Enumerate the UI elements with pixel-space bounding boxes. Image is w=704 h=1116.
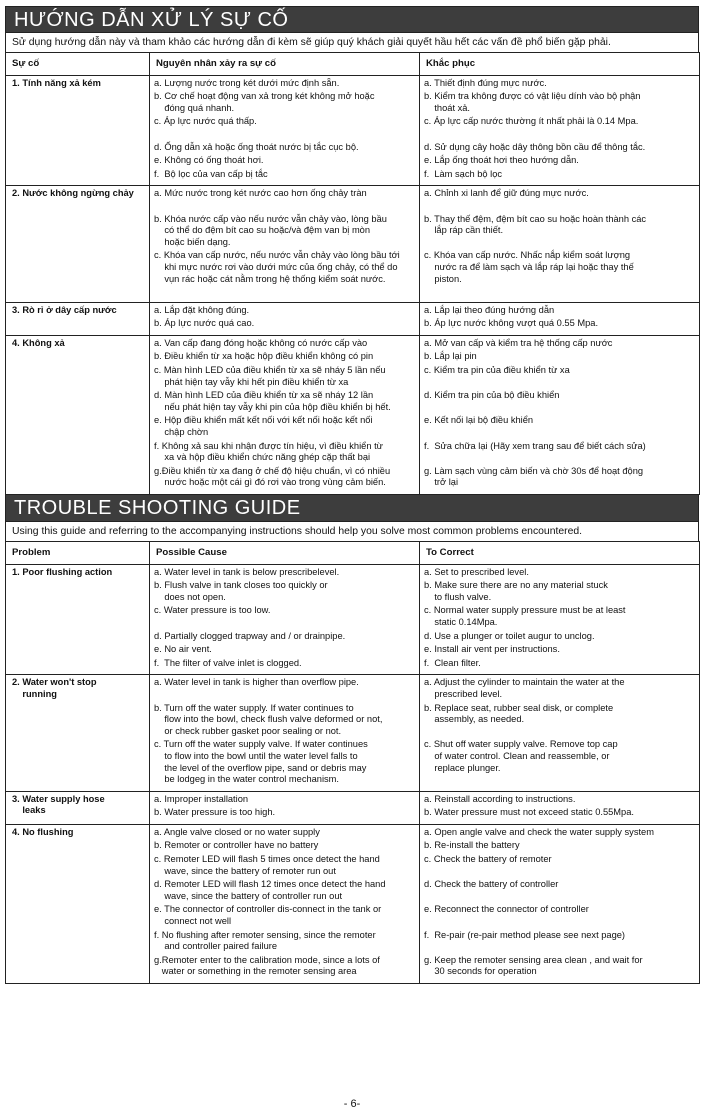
fix-item: d. Kiểm tra pin của bộ điều khiển xyxy=(424,390,560,401)
fix-item: b. Thay thế đệm, đệm bít cao su hoặc hoàn thành các lắp ráp cần thiết. xyxy=(424,213,647,236)
fix-item: c. Shut off water supply valve. Remove top cap of water control. Clean and reassemble, or replace plunger. xyxy=(424,739,618,773)
fix-cell xyxy=(420,186,700,302)
en-troubleshooting-table xyxy=(5,541,700,984)
fix-item: b. Lắp lại pin xyxy=(424,351,477,362)
fix-cell xyxy=(420,564,700,675)
table-row xyxy=(6,675,700,791)
fix-item: a. Mở van cấp và kiểm tra hệ thống cấp nước xyxy=(424,337,613,348)
cause-item: c. Khóa van cấp nước, nếu nước vẫn chảy vào lòng bầu tới khi mực nước rơi vào dưới mức của ống chảy, có thể do vụn rác hoặc cát nằm trong hệ thống kiểm soát nước. xyxy=(154,250,400,284)
fix-item: b. Water pressure must not exceed static 0.55Mpa. xyxy=(424,807,634,818)
vi-section-title: HƯỚNG DẪN XỬ LÝ SỰ CỐ xyxy=(5,6,699,33)
cause-item: g.Điều khiển từ xa đang ở chế độ hiệu chuẩn, vì có nhiều nước hoặc một cái gì đó rơi vào trong vùng cảm biến. xyxy=(154,465,391,488)
cause-cell xyxy=(150,302,420,335)
cause-item: c. Màn hình LED của điều khiển từ xa sẽ nháy 5 lần nếu phát hiện tay vẫy khi hết pin điều khiển từ xa xyxy=(154,365,386,387)
cause-item: b. Cơ chế hoạt động van xả trong két không mở hoặc đóng quá nhanh. xyxy=(154,91,375,113)
cause-item: f. Bộ lọc của van cấp bị tắc xyxy=(154,168,268,179)
table-row xyxy=(6,824,700,983)
fix-item: a. Thiết định đúng mực nước. xyxy=(424,77,547,88)
fix-item: c. Khóa van cấp nước. Nhấc nắp kiểm soát lượng nước ra để làm sạch và lắp ráp lại hoặc thay thế piston. xyxy=(424,250,634,284)
fix-item: d. Check the battery of controller xyxy=(424,879,559,890)
header-problem: Problem xyxy=(6,542,150,565)
cause-item: e. Hộp điều khiển mất kết nối với kết nối hoặc kết nối chập chờn xyxy=(154,415,373,438)
problem-cell: 1. Tính năng xả kém xyxy=(6,75,150,186)
problem-cell: 2. Water won't stop running xyxy=(6,675,150,791)
fix-item: g. Làm sạch vùng cảm biến và chờ 30s để hoạt động trở lại xyxy=(424,465,644,488)
vi-rows xyxy=(6,75,700,494)
fix-item: a. Reinstall according to instructions. xyxy=(424,793,576,804)
header-correct: To Correct xyxy=(420,542,700,565)
cause-item: c. Water pressure is too low. xyxy=(154,605,271,616)
en-section-title: TROUBLE SHOOTING GUIDE xyxy=(5,495,699,522)
cause-item: d. Màn hình LED của điều khiển từ xa sẽ nháy 12 lần nếu phát hiện tay vẫy khi pin của hộp điều khiển bị hết. xyxy=(154,390,391,412)
table-row xyxy=(6,302,700,335)
cause-item: b. Flush valve in tank closes too quickly or does not open. xyxy=(154,580,328,602)
problem-cell: 4. Không xả xyxy=(6,335,150,494)
cause-item: c. Turn off the water supply valve. If water continues to flow into the bowl until the water level falls to the level of the overflow pipe, sand or debris may be lodgeg in the water control mechanism. xyxy=(154,739,368,785)
cause-item: a. Van cấp đang đóng hoặc không có nước cấp vào xyxy=(154,337,368,348)
cause-cell xyxy=(150,335,420,494)
fix-cell xyxy=(420,335,700,494)
cause-item: d. Partially clogged trapway and / or drainpipe. xyxy=(154,630,346,641)
fix-item: f. Clean filter. xyxy=(424,657,481,668)
fix-item: b. Make sure there are no any material stuck to flush valve. xyxy=(424,580,608,602)
fix-item: f. Sửa chữa lại (Hãy xem trang sau để biết cách sửa) xyxy=(424,440,646,451)
fix-cell xyxy=(420,675,700,791)
fix-item: d. Use a plunger or toilet augur to unclog. xyxy=(424,630,595,641)
problem-cell: 3. Rò rỉ ở dây cấp nước xyxy=(6,302,150,335)
fix-item: e. Reconnect the connector of controller xyxy=(424,904,589,915)
cause-cell xyxy=(150,75,420,186)
cause-item: a. Mức nước trong két nước cao hơn ống chảy tràn xyxy=(154,188,367,199)
fix-cell xyxy=(420,302,700,335)
vi-troubleshooting-table xyxy=(5,52,700,495)
fix-item: b. Re-install the battery xyxy=(424,840,520,851)
cause-item: a. Water level in tank is higher than overflow pipe. xyxy=(154,677,359,688)
problem-cell: 3. Water supply hose leaks xyxy=(6,791,150,824)
cause-cell xyxy=(150,186,420,302)
fix-item: d. Sử dụng cây hoặc dây thông bồn cầu để thông tắc. xyxy=(424,141,646,152)
fix-item: a. Chỉnh xi lanh để giữ đúng mực nước. xyxy=(424,188,589,199)
table-header-row xyxy=(6,53,700,76)
fix-item: e. Install air vent per instructions. xyxy=(424,644,560,655)
fix-item: f. Làm sạch bộ lọc xyxy=(424,168,503,179)
fix-item: a. Adjust the cylinder to maintain the water at the prescribed level. xyxy=(424,677,625,699)
cause-cell xyxy=(150,564,420,675)
cause-cell xyxy=(150,675,420,791)
fix-item: b. Áp lực nước không vượt quá 0.55 Mpa. xyxy=(424,318,599,329)
fix-item: f. Re-pair (re-pair method please see next page) xyxy=(424,929,626,940)
cause-item: g.Remoter enter to the calibration mode, since a lots of water or something in the remoter sensing area xyxy=(154,954,380,977)
cause-item: f. The filter of valve inlet is clogged. xyxy=(154,657,302,668)
cause-cell xyxy=(150,791,420,824)
en-intro-text: Using this guide and referring to the accompanying instructions should help you solve most common problems encountered. xyxy=(5,522,699,541)
fix-item: c. Áp lực cấp nước thường ít nhất phải là 0.14 Mpa. xyxy=(424,116,639,127)
cause-item: c. Áp lực nước quá thấp. xyxy=(154,116,257,127)
cause-item: b. Điều khiển từ xa hoặc hộp điều khiển không có pin xyxy=(154,351,374,362)
cause-item: a. Improper installation xyxy=(154,793,249,804)
table-row xyxy=(6,791,700,824)
cause-item: a. Water level in tank is below prescribelevel. xyxy=(154,566,340,577)
cause-item: b. Turn off the water supply. If water continues to flow into the bowl, check flush valve deformed or not, or check rubber gasket poor sealing or not. xyxy=(154,702,383,736)
vi-intro-text: Sử dụng hướng dẫn này và tham khảo các hướng dẫn đi kèm sẽ giúp quý khách giải quyết hầu hết các vấn đề phổ biến gặp phải. xyxy=(5,33,699,52)
fix-item: c. Check the battery of remoter xyxy=(424,854,552,865)
cause-item: f. No flushing after remoter sensing, since the remoter and controller paired failure xyxy=(154,929,376,952)
table-row xyxy=(6,335,700,494)
document-page xyxy=(5,6,699,984)
cause-item: b. Khóa nước cấp vào nếu nước vẫn chảy vào, lòng bầu có thể do đệm bít cao su hoặc/và đệm van bị mòn hoặc biến dạng. xyxy=(154,213,387,247)
header-cause: Nguyên nhân xảy ra sự cố xyxy=(150,53,420,76)
cause-item: e. Không có ống thoát hơi. xyxy=(154,155,264,166)
page-number: - 6- xyxy=(343,1098,361,1110)
fix-item: a. Open angle valve and check the water supply system xyxy=(424,826,654,837)
table-row xyxy=(6,75,700,186)
cause-item: b. Remoter or controller have no battery xyxy=(154,840,319,851)
cause-item: b. Áp lực nước quá cao. xyxy=(154,318,255,329)
cause-item: b. Water pressure is too high. xyxy=(154,807,276,818)
table-row xyxy=(6,186,700,302)
fix-item: a. Lắp lại theo đúng hướng dẫn xyxy=(424,304,555,315)
problem-cell: 1. Poor flushing action xyxy=(6,564,150,675)
fix-cell xyxy=(420,791,700,824)
problem-cell: 2. Nước không ngừng chảy xyxy=(6,186,150,302)
cause-item: d. Remoter LED will flash 12 times once detect the hand wave, since the battery of controller run out xyxy=(154,879,386,901)
table-header-row xyxy=(6,542,700,565)
cause-cell xyxy=(150,824,420,983)
cause-item: a. Lắp đặt không đúng. xyxy=(154,304,250,315)
cause-item: d. Ống dẫn xả hoặc ống thoát nước bị tắc cục bộ. xyxy=(154,141,359,152)
header-correct: Khắc phục xyxy=(420,53,700,76)
fix-item: g. Keep the remoter sensing area clean , and wait for 30 seconds for operation xyxy=(424,954,643,977)
problem-cell: 4. No flushing xyxy=(6,824,150,983)
en-rows xyxy=(6,564,700,983)
fix-item: c. Normal water supply pressure must be at least static 0.14Mpa. xyxy=(424,605,626,627)
table-row xyxy=(6,564,700,675)
fix-cell xyxy=(420,75,700,186)
fix-item: a. Set to prescribed level. xyxy=(424,566,529,577)
cause-item: a. Angle valve closed or no water supply xyxy=(154,826,320,837)
cause-item: c. Remoter LED will flash 5 times once detect the hand wave, since the battery of remoter run out xyxy=(154,854,380,876)
cause-item: e. The connector of controller dis-connect in the tank or connect not well xyxy=(154,904,382,927)
fix-cell xyxy=(420,824,700,983)
header-cause: Possible Cause xyxy=(150,542,420,565)
fix-item: b. Kiểm tra không được có vật liệu dính vào bộ phận thoát xả. xyxy=(424,91,641,113)
cause-item: e. No air vent. xyxy=(154,644,212,655)
fix-item: e. Lắp ống thoát hơi theo hướng dẫn. xyxy=(424,155,579,166)
cause-item: a. Lượng nước trong két dưới mức định sẵn. xyxy=(154,77,340,88)
fix-item: b. Replace seat, rubber seal disk, or complete assembly, as needed. xyxy=(424,702,614,725)
cause-item: f. Không xả sau khi nhận được tín hiệu, vì điều khiển từ xa và hộp điều khiển chức năng ghép cặp thất bại xyxy=(154,440,383,463)
header-problem: Sự cố xyxy=(6,53,150,76)
fix-item: e. Kết nối lại bộ điều khiển xyxy=(424,415,534,426)
fix-item: c. Kiểm tra pin của điều khiển từ xa xyxy=(424,365,570,376)
